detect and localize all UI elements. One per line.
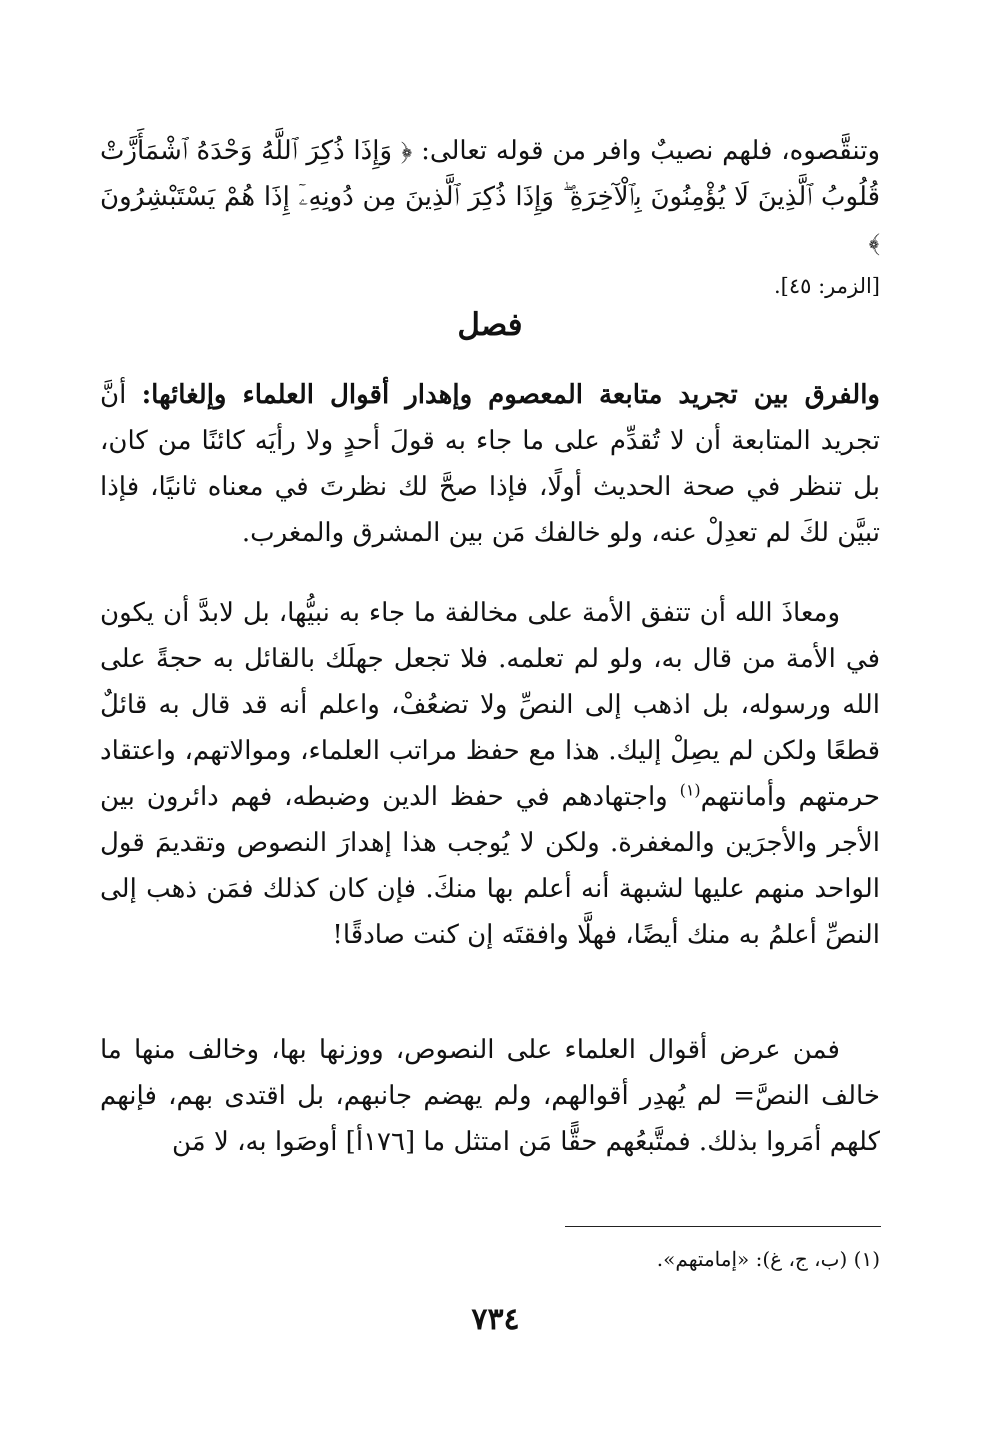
paragraph-1	[100, 372, 880, 556]
verse-paragraph	[100, 128, 880, 306]
paragraph-3	[100, 1027, 880, 1165]
paragraph-1-lead: والفرق بين تجريد متابعة المعصوم وإهدار أقوال العلماء وإلغائها:	[141, 380, 880, 410]
footnote	[100, 1243, 880, 1275]
paragraph-2-text-before-note: ومعاذَ الله أن تتفق الأمة على مخالفة ما جاء به نبيُّها، بل لابدَّ أن يكون في الأمة من قال به، ولو لم تعلمه. فلا تجعل جهلَك بالقائل به حجةً على الله ورسوله، بل اذهب إلى النصِّ ولا تضعُفْ، واعلم أنه قد قال به قائلٌ قطعًا ولكن لم يصِلْ إليك. هذا مع حفظ مراتب العلماء، وموالاتهم، واعتقاد حرمتهم وأمانتهم	[100, 598, 880, 812]
verse-text: وتنقَّصوه، فلهم نصيبٌ وافر من قوله تعالى: ﴿ وَإِذَا ذُكِرَ ٱللَّهُ وَحْدَهُ ٱشْمَأَزَّتْ قُلُوبُ ٱلَّذِينَ لَا يُؤْمِنُونَ بِٱلْآخِرَةِ ۖ وَإِذَا ذُكِرَ ٱلَّذِينَ مِن دُونِهِۦٓ إِذَا هُمْ يَسْتَبْشِرُونَ ﴾	[100, 136, 880, 258]
footnote-text: (١) (ب، ج، غ): «إمامتهم».	[656, 1247, 880, 1271]
page-number: ٧٣٤	[471, 1302, 520, 1337]
paragraph-3-text: فمن عرض أقوال العلماء على النصوص، ووزنها بها، وخالف منها ما خالف النصَّ= لم يُهدِر أقوالهم، ولم يهضم جانبهم، بل اقتدى بهم، فإنهم كلهم أمَروا بذلك. فمتَّبعُهم حقًّا مَن امتثل ما [١٧٦أ] أوصَوا به، لا مَن	[100, 1035, 880, 1157]
verse-reference: [الزمر: ٤٥].	[773, 274, 880, 298]
paragraph-2-text-after-note: واجتهادهم في حفظ الدين وضبطه، فهم دائرون بين الأجر والأجرَين والمغفرة. ولكن لا يُوجب هذا إهدارَ النصوص وتقديمَ قول الواحد منهم عليها لشبهة أنه أعلم بها منكَ. فإن كان كذلك فمَن ذهب إلى النصِّ أعلمُ به منك أيضًا، فهلَّا وافقتَه إن كنت صادقًا!	[100, 782, 880, 950]
footnote-divider	[565, 1226, 881, 1227]
footnote-marker[interactable]: (١)	[679, 780, 701, 800]
paragraph-1-text: أنَّ تجريد المتابعة أن لا تُقدِّم على ما جاء به قولَ أحدٍ ولا رأيَه كائنًا من كان، بل تنظر في صحة الحديث أولًا، فإذا صحَّ لك نظرتَ في معناه ثانيًا، فإذا تبيَّن لكَ لم تعدِلْ عنه، ولو خالفك مَن بين المشرق والمغرب.	[100, 380, 880, 548]
paragraph-2	[100, 590, 880, 958]
section-heading: فصل	[457, 307, 523, 343]
